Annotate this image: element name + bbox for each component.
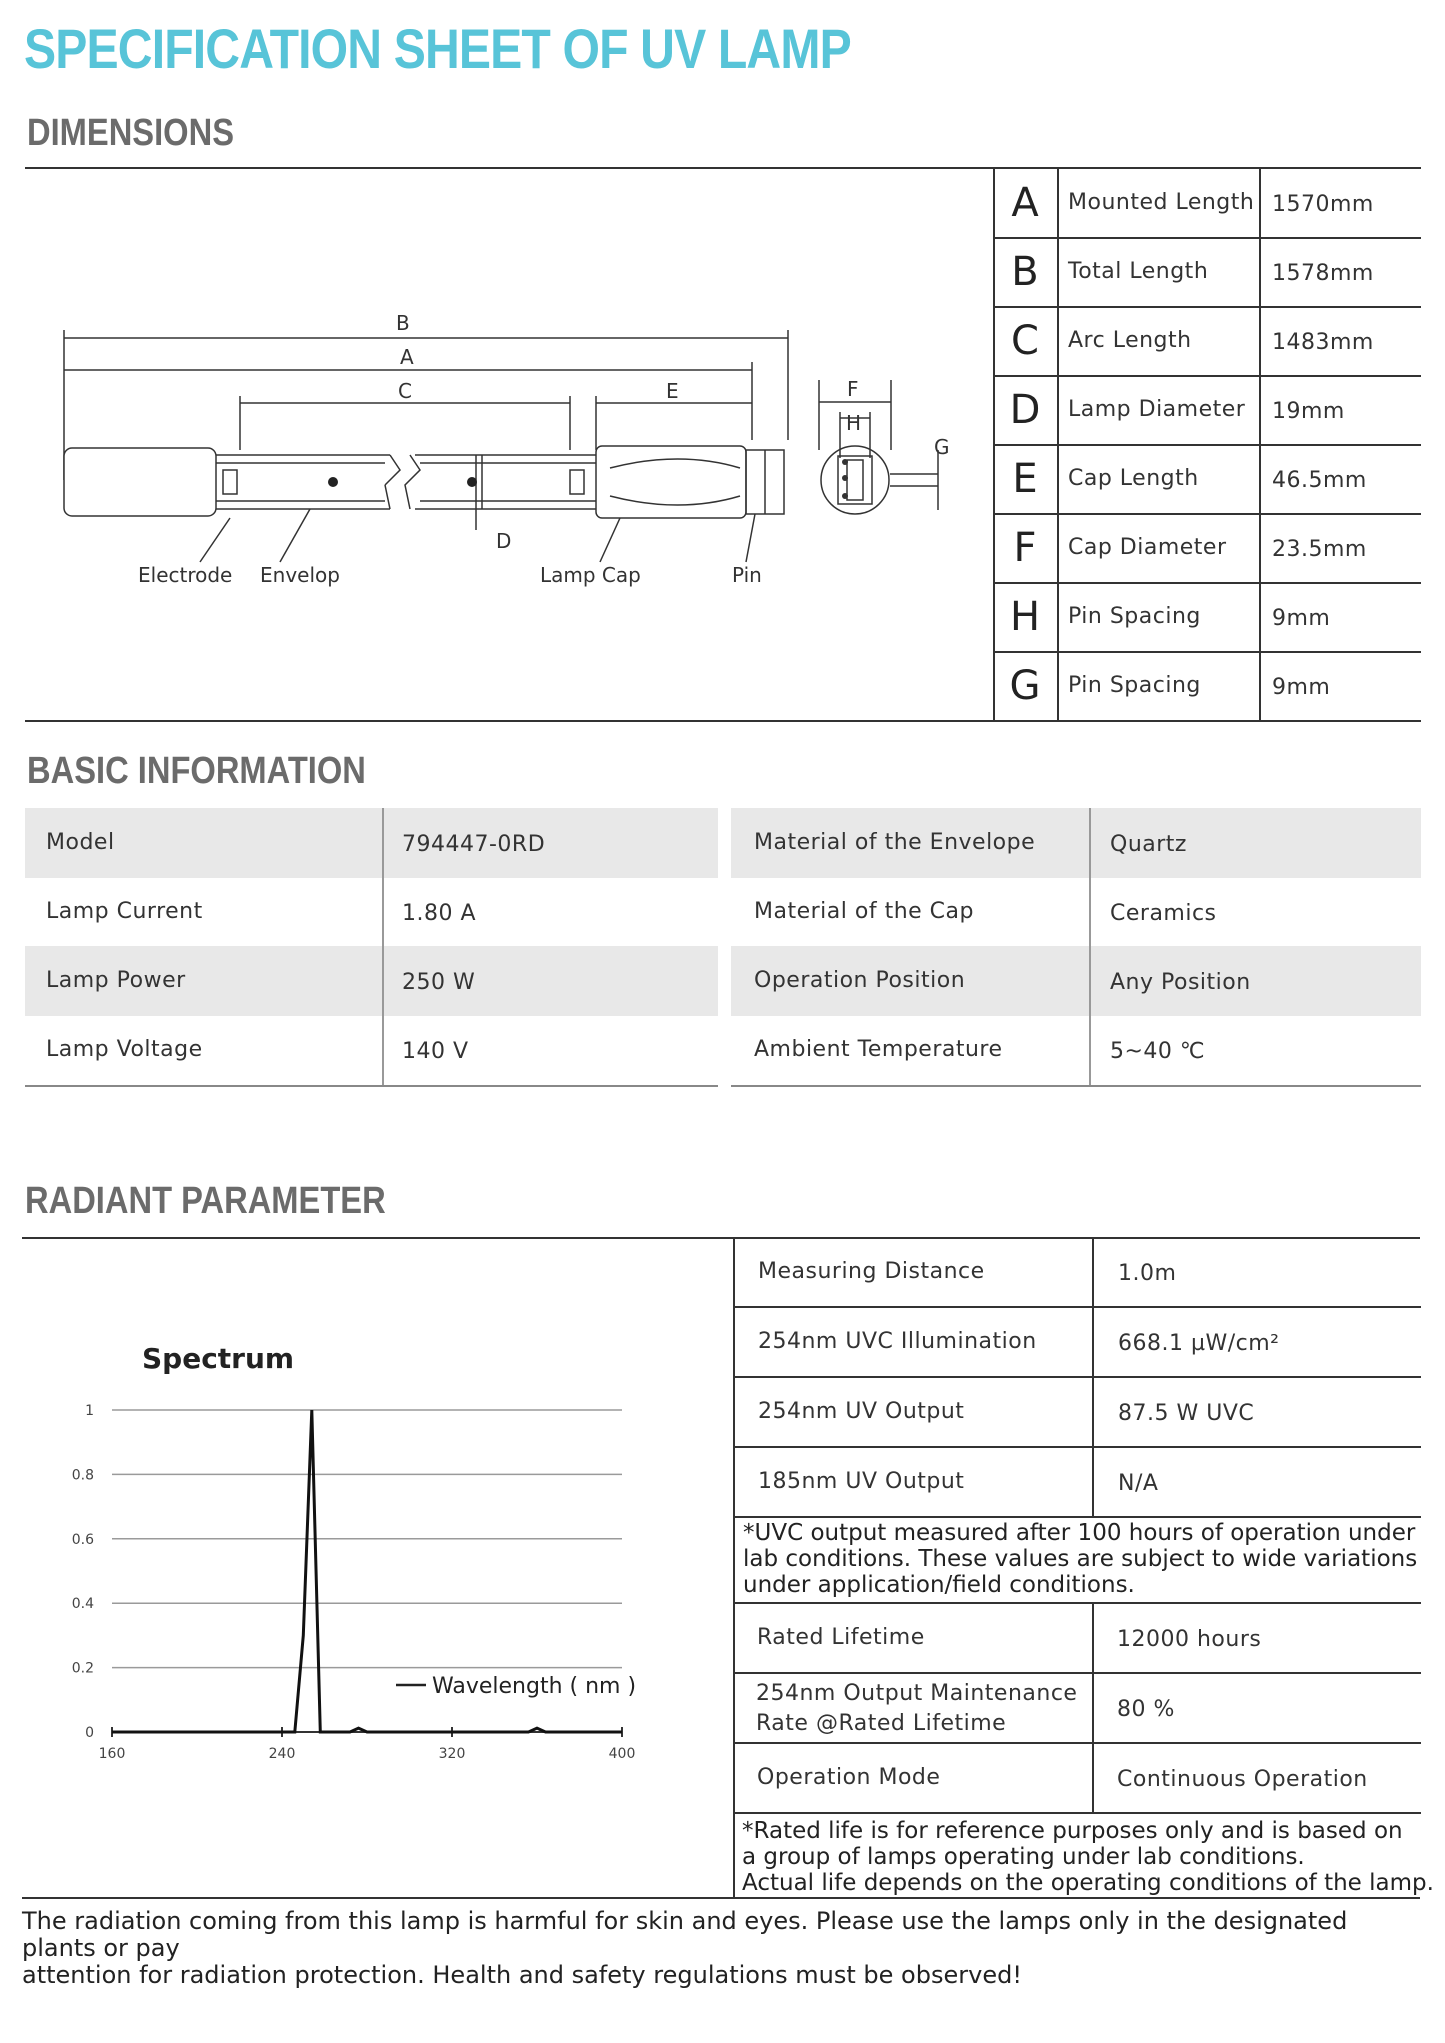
radiant-note-line: a group of lamps operating under lab conditions. bbox=[742, 1844, 1305, 1870]
basic-value: 140 V bbox=[402, 1039, 469, 1064]
chart-legend-label: Wavelength ( nm ) bbox=[432, 1674, 637, 1699]
dimension-name: Cap Diameter bbox=[1068, 535, 1227, 560]
table-row-divider bbox=[733, 1306, 1421, 1308]
dim-label-c: C bbox=[398, 379, 412, 403]
radiant-label: 254nm UV Output bbox=[758, 1399, 965, 1424]
radiant-note-line: *UVC output measured after 100 hours of operation under bbox=[743, 1520, 1416, 1546]
dimension-name: Cap Length bbox=[1068, 466, 1199, 491]
radiant-value: 12000 hours bbox=[1117, 1627, 1262, 1652]
part-label-pin: Pin bbox=[732, 563, 762, 587]
section-radiant-heading: RADIANT PARAMETER bbox=[25, 1180, 386, 1222]
dimension-value: 1578mm bbox=[1272, 261, 1374, 286]
radiant-label: Rate @Rated Lifetime bbox=[756, 1711, 1007, 1736]
chart-y-tick-label: 0.8 bbox=[71, 1467, 94, 1484]
table-border bbox=[1089, 808, 1091, 1086]
dimension-value: 9mm bbox=[1272, 606, 1331, 631]
divider bbox=[25, 1085, 718, 1087]
chart-y-tick-label: 0.2 bbox=[71, 1660, 94, 1677]
radiant-note-line: lab conditions. These values are subject to wide variations bbox=[743, 1546, 1418, 1572]
table-row-divider bbox=[993, 582, 1421, 584]
radiant-value: 1.0m bbox=[1118, 1261, 1177, 1286]
section-basic-heading: BASIC INFORMATION bbox=[27, 750, 366, 792]
basic-label: Ambient Temperature bbox=[754, 1037, 1003, 1062]
chart-x-tick-label: 320 bbox=[438, 1746, 466, 1762]
dim-label-e: E bbox=[666, 379, 679, 403]
table-row-divider bbox=[733, 1446, 1421, 1448]
dimension-name: Pin Spacing bbox=[1068, 673, 1201, 698]
table-border bbox=[1092, 1673, 1094, 1743]
chart-y-tick-label: 1 bbox=[85, 1403, 94, 1419]
divider bbox=[25, 167, 1421, 169]
radiant-label: 254nm Output Maintenance bbox=[756, 1681, 1078, 1706]
basic-value: 794447-0RD bbox=[402, 832, 546, 857]
table-border bbox=[1092, 1307, 1094, 1377]
dimension-key: B bbox=[1011, 249, 1039, 295]
dim-label-f: F bbox=[847, 377, 859, 401]
safety-warning bbox=[22, 1908, 1422, 1989]
basic-label: Material of the Envelope bbox=[754, 830, 1036, 855]
dimension-name: Arc Length bbox=[1068, 328, 1192, 353]
table-border bbox=[1092, 1237, 1094, 1307]
dimension-key: H bbox=[1009, 594, 1041, 640]
dim-label-g: G bbox=[934, 435, 950, 459]
basic-label: Lamp Voltage bbox=[46, 1037, 203, 1062]
basic-value: Any Position bbox=[1110, 970, 1251, 995]
part-label-lamp-cap: Lamp Cap bbox=[540, 563, 641, 587]
table-row-divider bbox=[733, 1742, 1421, 1744]
table-border bbox=[1092, 1743, 1094, 1813]
dimension-key: F bbox=[1013, 525, 1037, 571]
radiant-value: 668.1 µW/cm² bbox=[1118, 1331, 1280, 1356]
dimension-key: C bbox=[1011, 318, 1039, 364]
row-background bbox=[25, 808, 718, 878]
chart-x-tick-label: 400 bbox=[608, 1746, 636, 1762]
table-border bbox=[1092, 1377, 1094, 1447]
divider bbox=[22, 1897, 1420, 1899]
basic-value: 5~40 ℃ bbox=[1110, 1039, 1206, 1064]
radiant-label: 185nm UV Output bbox=[758, 1469, 965, 1494]
basic-value: 1.80 A bbox=[402, 901, 477, 926]
chart-x-tick-label: 240 bbox=[268, 1746, 296, 1762]
dimension-key: E bbox=[1012, 456, 1038, 502]
basic-label: Material of the Cap bbox=[754, 899, 974, 924]
table-border bbox=[382, 808, 384, 1086]
chart-x-tick-label: 160 bbox=[98, 1746, 126, 1762]
dimension-value: 1483mm bbox=[1272, 330, 1374, 355]
dim-label-d: D bbox=[496, 529, 512, 553]
basic-value: Quartz bbox=[1110, 832, 1187, 857]
table-row-divider bbox=[733, 1516, 1421, 1518]
table-row-divider bbox=[733, 1812, 1421, 1814]
basic-label: Model bbox=[46, 830, 115, 855]
chart-title: Spectrum bbox=[142, 1342, 295, 1375]
dimension-key: A bbox=[1011, 180, 1039, 226]
table-row-divider bbox=[993, 306, 1421, 308]
radiant-note-line: *Rated life is for reference purposes only and is based on bbox=[742, 1818, 1403, 1844]
dimension-value: 23.5mm bbox=[1272, 537, 1367, 562]
dimension-name: Lamp Diameter bbox=[1068, 397, 1246, 422]
radiant-label: Rated Lifetime bbox=[757, 1625, 925, 1650]
dim-label-h: H bbox=[846, 411, 862, 435]
table-row-divider bbox=[993, 237, 1421, 239]
dimension-value: 9mm bbox=[1272, 675, 1331, 700]
part-label-envelop: Envelop bbox=[260, 563, 340, 587]
basic-label: Lamp Current bbox=[46, 899, 203, 924]
safety-warning-line: The radiation coming from this lamp is harmful for skin and eyes. Please use the lamps only in the designated plants or pay bbox=[22, 1907, 1348, 1962]
chart-y-tick-label: 0 bbox=[85, 1725, 94, 1741]
dimension-value: 46.5mm bbox=[1272, 468, 1367, 493]
divider bbox=[731, 1085, 1421, 1087]
divider bbox=[22, 1237, 1420, 1239]
radiant-value: Continuous Operation bbox=[1117, 1767, 1368, 1792]
table-row-divider bbox=[733, 1672, 1421, 1674]
table-border bbox=[1092, 1603, 1094, 1673]
table-row-divider bbox=[993, 375, 1421, 377]
divider bbox=[25, 720, 1421, 722]
lamp-dimension-diagram bbox=[40, 300, 1000, 600]
table-border bbox=[1092, 1447, 1094, 1517]
radiant-note-line: under application/field conditions. bbox=[743, 1572, 1135, 1598]
dimension-value: 1570mm bbox=[1272, 192, 1374, 217]
dimension-name: Pin Spacing bbox=[1068, 604, 1201, 629]
dim-label-a: A bbox=[400, 345, 414, 369]
table-border bbox=[733, 1237, 735, 1897]
basic-label: Operation Position bbox=[754, 968, 966, 993]
radiant-value: 80 % bbox=[1117, 1697, 1175, 1722]
radiant-value: N/A bbox=[1118, 1471, 1159, 1496]
dimension-name: Mounted Length bbox=[1068, 190, 1255, 215]
table-row-divider bbox=[993, 444, 1421, 446]
part-label-electrode: Electrode bbox=[138, 563, 233, 587]
spectrum-chart bbox=[50, 1340, 670, 1780]
page-title: SPECIFICATION SHEET OF UV LAMP bbox=[24, 17, 851, 80]
radiant-label: Measuring Distance bbox=[758, 1259, 985, 1284]
radiant-label: Operation Mode bbox=[757, 1765, 941, 1790]
section-dimensions-heading: DIMENSIONS bbox=[27, 112, 235, 154]
basic-value: 250 W bbox=[402, 970, 476, 995]
dimension-key: D bbox=[1009, 387, 1041, 433]
dim-label-b: B bbox=[396, 311, 410, 335]
dimension-value: 19mm bbox=[1272, 399, 1345, 424]
chart-y-tick-label: 0.6 bbox=[71, 1531, 94, 1548]
radiant-value: 87.5 W UVC bbox=[1118, 1401, 1255, 1426]
safety-warning-line: attention for radiation protection. Health and safety regulations must be observed! bbox=[22, 1961, 1022, 1989]
basic-value: Ceramics bbox=[1110, 901, 1217, 926]
table-row-divider bbox=[733, 1376, 1421, 1378]
dimension-name: Total Length bbox=[1068, 259, 1209, 284]
dimension-key: G bbox=[1009, 663, 1041, 709]
chart-y-tick-label: 0.4 bbox=[71, 1596, 94, 1613]
table-row-divider bbox=[993, 513, 1421, 515]
radiant-note-line: Actual life depends on the operating conditions of the lamp. bbox=[742, 1870, 1434, 1896]
table-row-divider bbox=[993, 651, 1421, 653]
chart-y-ticks bbox=[72, 1403, 94, 1741]
basic-label: Lamp Power bbox=[46, 968, 186, 993]
radiant-label: 254nm UVC Illumination bbox=[758, 1329, 1037, 1354]
table-row-divider bbox=[733, 1602, 1421, 1604]
